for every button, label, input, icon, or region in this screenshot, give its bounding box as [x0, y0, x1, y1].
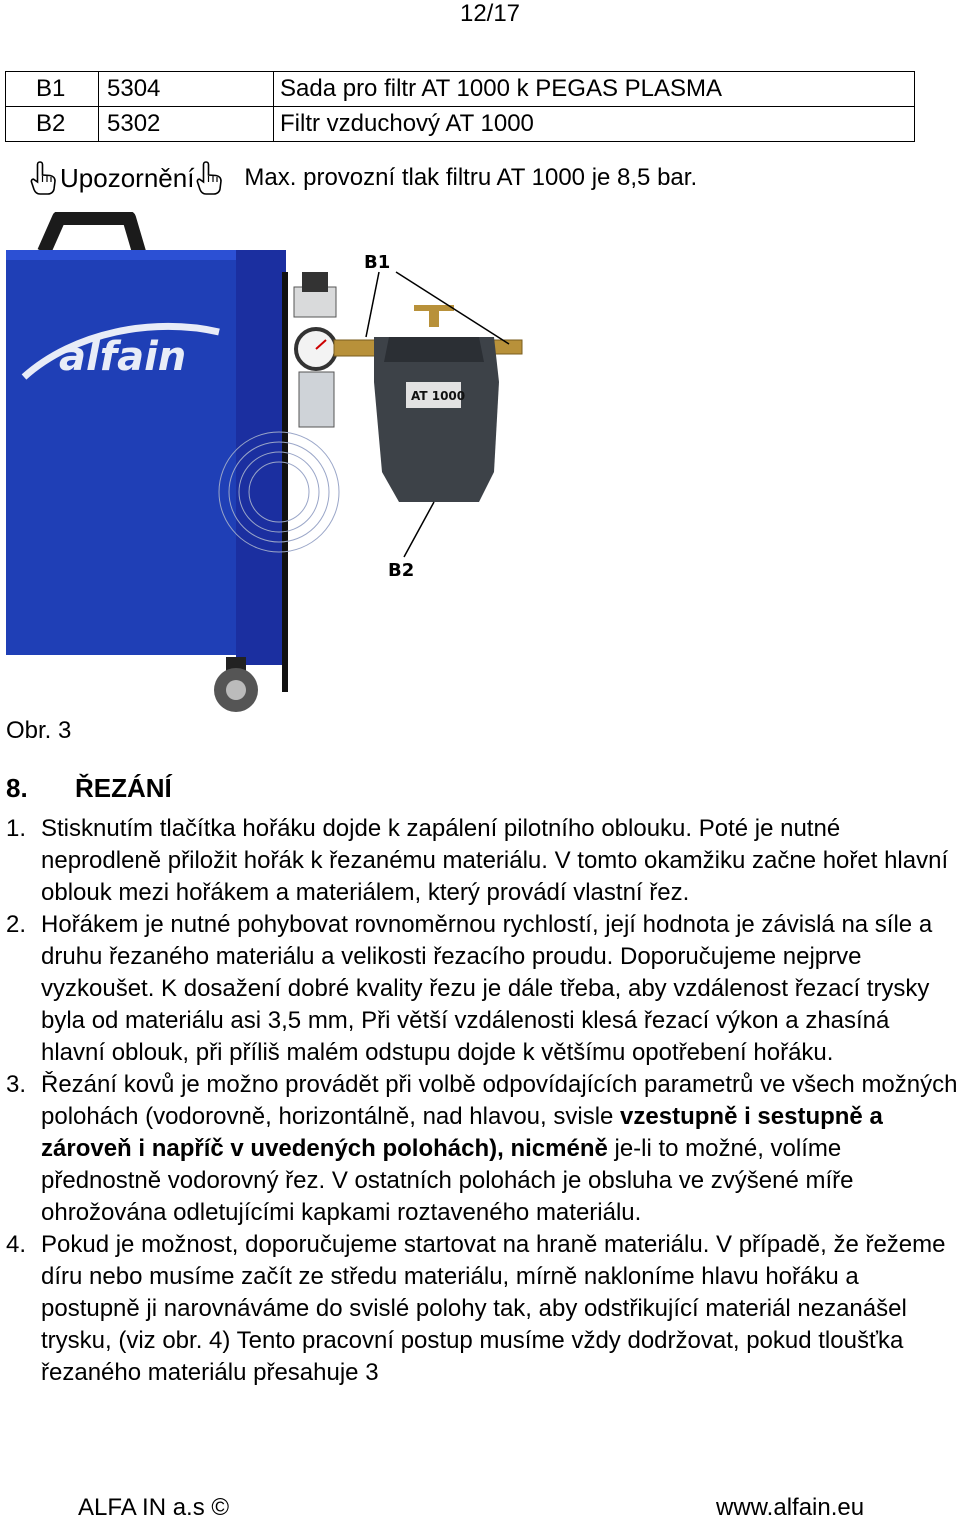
item-number: 4. — [6, 1231, 27, 1258]
callout-b2: B2 — [388, 560, 415, 581]
item-number: 1. — [6, 815, 27, 842]
part-id: B2 — [6, 107, 99, 142]
list-item — [6, 909, 960, 1069]
footer-website: www.alfain.eu — [716, 1494, 865, 1521]
table-row — [6, 107, 915, 142]
item-text: Pokud je možnost, doporučujeme startovat na hraně materiálu. V případě, že řežeme díru nebo musíme začít ze středu materiálu, mírně nakloníme hlavu hořáku a postupně ji narovnáváme do svislé polohy tak, aby odstřikující materiál nezanášel trysku, (viz obr. 4) Tento pracovní postup musíme vždy dodržovat, pokud tloušťka řezaného materiálu přesahuje 3 — [41, 1231, 946, 1386]
item-text: Hořákem je nutné pohybovat rovnoměrnou rychlostí, její hodnota je závislá na síle a druhu řezaného materiálu a velikosti řezacího proudu. Doporučujeme nejprve vyzkoušet. K dosažení dobré kvality řezu je dále třeba, aby vzdálenost řezací trysky byla od materiálu asi 3,5 mm, Při větší vzdálenosti klesá řezací výkon a zhasíná hlavní oblouk, při příliš malém odstupu dojde k většímu opotřebení hořáku. — [41, 911, 933, 1066]
warning-note — [28, 160, 697, 196]
item-number: 2. — [6, 911, 27, 938]
item-number: 3. — [6, 1071, 27, 1098]
section-heading — [6, 773, 172, 804]
item-text-part: Řezání kovů je možno provádět při volbě odpovídajících parametrů ve všech možných polohách (vodorovně, horizontálně, nad hlavou, svisle — [41, 1071, 958, 1130]
footer-company: ALFA IN a.s © — [78, 1494, 230, 1521]
warning-message: Max. provozní tlak filtru AT 1000 je 8,5 bar. — [244, 164, 698, 191]
figure-machine-photo — [4, 212, 624, 722]
section-title: ŘEZÁNÍ — [75, 773, 172, 803]
warning-label: Upozornění — [60, 162, 195, 193]
list-item — [6, 1069, 960, 1229]
list-item — [6, 1229, 960, 1389]
figure-caption: Obr. 3 — [6, 717, 72, 744]
filter-label: AT 1000 — [411, 389, 466, 403]
part-code: 5302 — [99, 107, 274, 142]
page-number: 12/17 — [459, 0, 521, 27]
list-item — [6, 813, 960, 909]
part-name: Filtr vzduchový AT 1000 — [274, 107, 915, 142]
parts-table — [5, 71, 915, 142]
part-name: Sada pro filtr AT 1000 k PEGAS PLASMA — [274, 72, 915, 107]
callout-b1: B1 — [364, 252, 391, 273]
section-number: 8. — [6, 773, 28, 803]
table-row — [6, 72, 915, 107]
part-id: B1 — [6, 72, 99, 107]
part-code: 5304 — [99, 72, 274, 107]
pointing-hand-icon — [194, 160, 224, 196]
item-text-bold: vzestupně i sestupně a zároveň i napříč v uvedených polohách), nicméně — [41, 1103, 883, 1162]
brand-logo: alfain — [59, 334, 187, 380]
instruction-list — [6, 813, 960, 1389]
item-text-part: je-li to možné, volíme přednostně vodorovný řez. V ostatních polohách je obsluha ve zvýšené míře ohrožována odletujícími kapkami roztaveného materiálu. — [41, 1135, 854, 1226]
item-text: Stisknutím tlačítka hořáku dojde k zapálení pilotního oblouku. Poté je nutné neprodleně přiložit hořák k řezanému materiálu. V tomto okamžiku začne hořet hlavní oblouk mezi hořákem a materiálem, který provádí vlastní řez. — [41, 815, 949, 906]
pointing-hand-icon — [28, 160, 58, 196]
item-text — [41, 1069, 960, 1229]
